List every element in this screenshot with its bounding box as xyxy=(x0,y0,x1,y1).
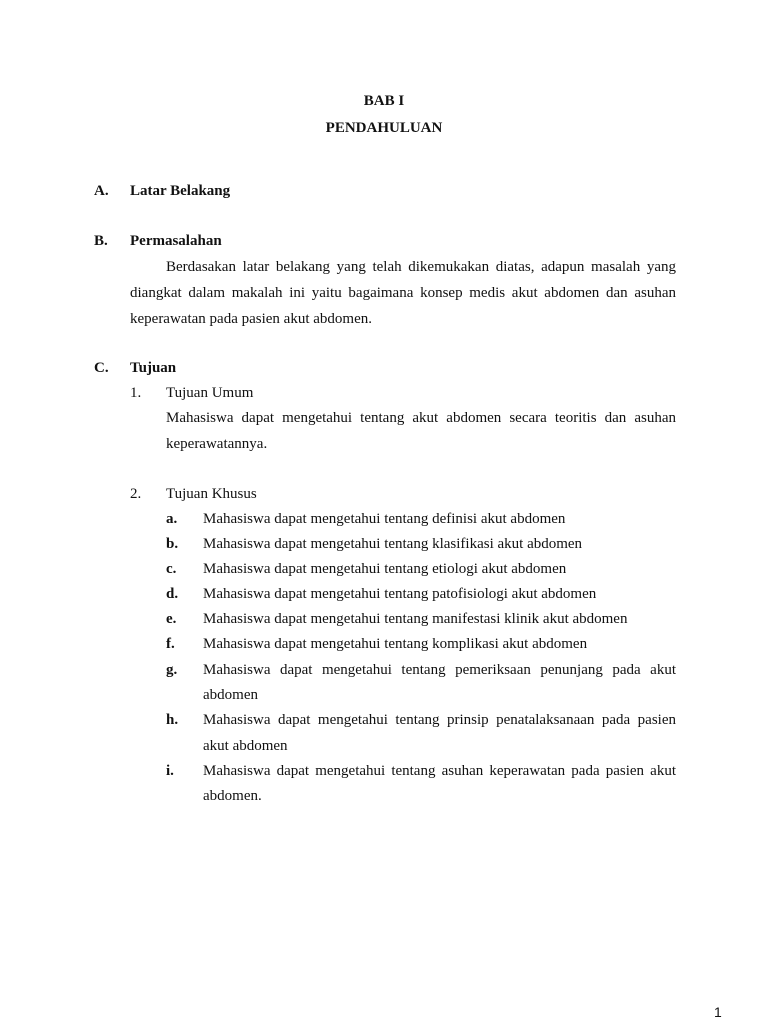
page-number: 1 xyxy=(714,1004,722,1020)
subsection-2-marker: 2. xyxy=(130,486,142,502)
list-item-text: Mahasiswa dapat mengetahui tentang manifestasi klinik akut abdomen xyxy=(203,611,628,627)
list-item-text-continued: abdomen xyxy=(203,687,258,703)
section-b-paragraph-line-3: keperawatan pada pasien akut abdomen. xyxy=(130,311,372,327)
section-b-title: Permasalahan xyxy=(130,233,222,249)
list-item-marker: f. xyxy=(166,636,175,652)
list-item-text-continued: akut abdomen xyxy=(203,738,288,754)
subsection-2-title: Tujuan Khusus xyxy=(166,486,257,502)
list-item-marker: g. xyxy=(166,662,178,678)
list-item-text: Mahasiswa dapat mengetahui tentang prinsip penatalaksanaan pada pasien xyxy=(203,712,676,728)
list-item-text: Mahasiswa dapat mengetahui tentang patofisiologi akut abdomen xyxy=(203,586,597,602)
list-item-text: Mahasiswa dapat mengetahui tentang pemeriksaan penunjang pada akut xyxy=(203,662,676,678)
chapter-label: BAB I xyxy=(363,93,405,109)
list-item-text: Mahasiswa dapat mengetahui tentang klasifikasi akut abdomen xyxy=(203,536,583,552)
section-b-paragraph-line-2: diangkat dalam makalah ini yaitu bagaimana konsep medis akut abdomen dan asuhan xyxy=(130,285,676,301)
list-item-text: Mahasiswa dapat mengetahui tentang asuhan keperawatan pada pasien akut xyxy=(203,763,676,779)
list-item-text: Mahasiswa dapat mengetahui tentang etiologi akut abdomen xyxy=(203,561,567,577)
section-c-title: Tujuan xyxy=(130,360,177,376)
list-item-marker: b. xyxy=(166,536,179,552)
list-item-text: Mahasiswa dapat mengetahui tentang komplikasi akut abdomen xyxy=(203,636,588,652)
subsection-1-title: Tujuan Umum xyxy=(166,385,254,401)
chapter-heading: PENDAHULUAN xyxy=(325,120,443,136)
list-item-marker: c. xyxy=(166,561,177,577)
list-item-marker: a. xyxy=(166,511,178,527)
section-a-marker: A. xyxy=(94,183,109,199)
subsection-1-text-line-2: keperawatannya. xyxy=(166,436,268,452)
section-a-title: Latar Belakang xyxy=(130,183,231,199)
list-item-marker: e. xyxy=(166,611,177,627)
list-item-marker: i. xyxy=(166,763,174,779)
section-c-marker: C. xyxy=(94,360,109,376)
section-b-marker: B. xyxy=(94,233,108,249)
list-item-text: Mahasiswa dapat mengetahui tentang definisi akut abdomen xyxy=(203,511,566,527)
list-item-marker: d. xyxy=(166,586,179,602)
subsection-1-marker: 1. xyxy=(130,385,142,401)
list-item-text-continued: abdomen. xyxy=(203,788,262,804)
section-b-paragraph-line-1: Berdasakan latar belakang yang telah dikemukakan diatas, adapun masalah yang xyxy=(166,259,676,275)
subsection-1-text-line-1: Mahasiswa dapat mengetahui tentang akut abdomen secara teoritis dan asuhan xyxy=(166,410,676,426)
list-item-marker: h. xyxy=(166,712,179,728)
